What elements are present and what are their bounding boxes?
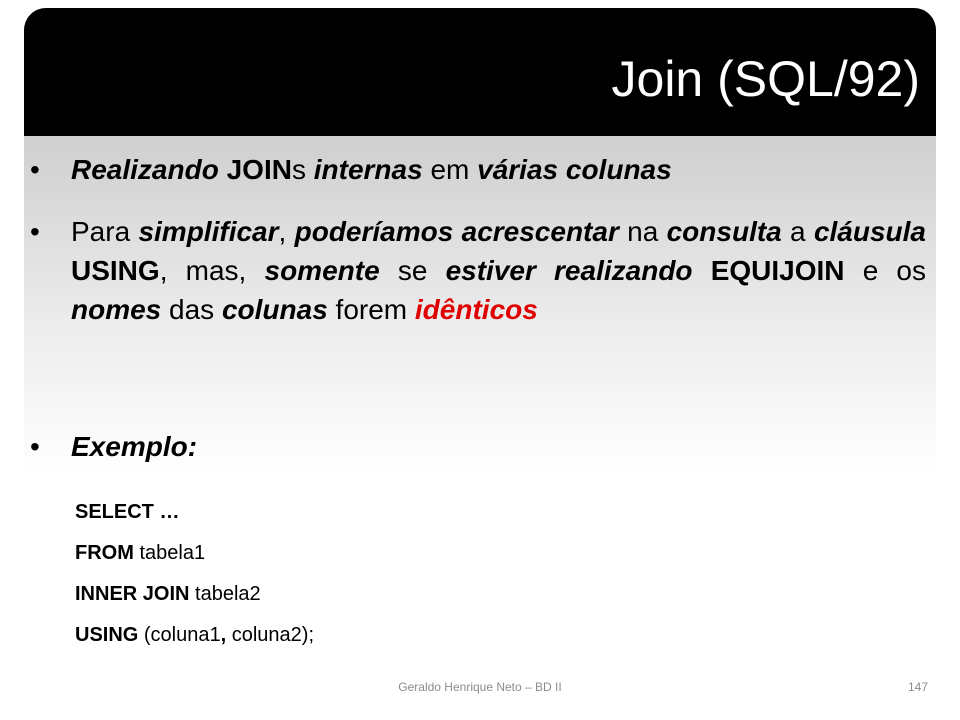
bullet-2-part: cláusula bbox=[813, 216, 926, 247]
bullet-2-part: , bbox=[278, 216, 295, 247]
code-line-from bbox=[75, 541, 205, 565]
bullet-1-part: várias colunas bbox=[477, 154, 672, 185]
bullet-2-part: na bbox=[618, 216, 667, 247]
bullet-2-part: a bbox=[781, 216, 814, 247]
highlight-word: idênticos bbox=[414, 294, 538, 325]
bullet-2-part: USING bbox=[71, 255, 160, 286]
bullet-2-part: consulta bbox=[666, 216, 782, 247]
bullet-2-part: estiver realizando bbox=[445, 255, 693, 286]
code-text: tabela2 bbox=[189, 583, 261, 605]
code-keyword: FROM bbox=[75, 542, 134, 564]
bullet-1-text bbox=[71, 150, 926, 189]
bullet-2-part: das bbox=[161, 294, 222, 325]
slide-title: Join (SQL/92) bbox=[611, 51, 920, 107]
code-keyword: USING bbox=[75, 624, 139, 646]
bullet-dot: • bbox=[30, 154, 40, 185]
code-line-inner-join bbox=[75, 582, 261, 606]
bullet-1-part: JOIN bbox=[218, 154, 292, 185]
code-line-select bbox=[75, 500, 179, 524]
bullet-2-part: forem bbox=[327, 294, 415, 325]
bullet-2-part: , mas, bbox=[159, 255, 265, 286]
code-text: (coluna1 bbox=[138, 624, 221, 646]
page-number: 147 bbox=[907, 680, 928, 694]
title-bar bbox=[24, 8, 936, 136]
code-separator: , bbox=[220, 624, 227, 646]
bullet-3-text bbox=[71, 427, 926, 466]
code-line-using bbox=[75, 623, 314, 647]
bullet-2-part: nomes bbox=[71, 294, 162, 325]
bullet-2-part: somente bbox=[264, 255, 380, 286]
code-text: coluna2); bbox=[226, 624, 315, 646]
bullet-2-part: poderíamos acrescentar bbox=[294, 216, 619, 247]
bullet-dot: • bbox=[30, 431, 40, 462]
bullet-2-part: se bbox=[379, 255, 446, 286]
bullet-2-part: e os bbox=[844, 255, 927, 286]
code-keyword: SELECT … bbox=[75, 501, 180, 523]
bullet-1-part: em bbox=[422, 154, 478, 185]
bullet-2-part: simplificar bbox=[138, 216, 279, 247]
code-keyword: INNER JOIN bbox=[75, 583, 190, 605]
bullet-2-part: EQUIJOIN bbox=[692, 255, 845, 286]
bullet-1-part: Realizando bbox=[71, 154, 219, 185]
bullet-2-text bbox=[71, 212, 926, 329]
code-text: tabela1 bbox=[133, 542, 206, 564]
example-label: Exemplo: bbox=[71, 431, 198, 462]
bullet-dot: • bbox=[30, 216, 40, 247]
footer-author: Geraldo Henrique Neto – BD II bbox=[398, 680, 562, 694]
bullet-2-part: Para bbox=[71, 216, 139, 247]
bullet-1-part: internas bbox=[313, 154, 423, 185]
bullet-2-part: colunas bbox=[221, 294, 328, 325]
bullet-1-part: s bbox=[291, 154, 314, 185]
